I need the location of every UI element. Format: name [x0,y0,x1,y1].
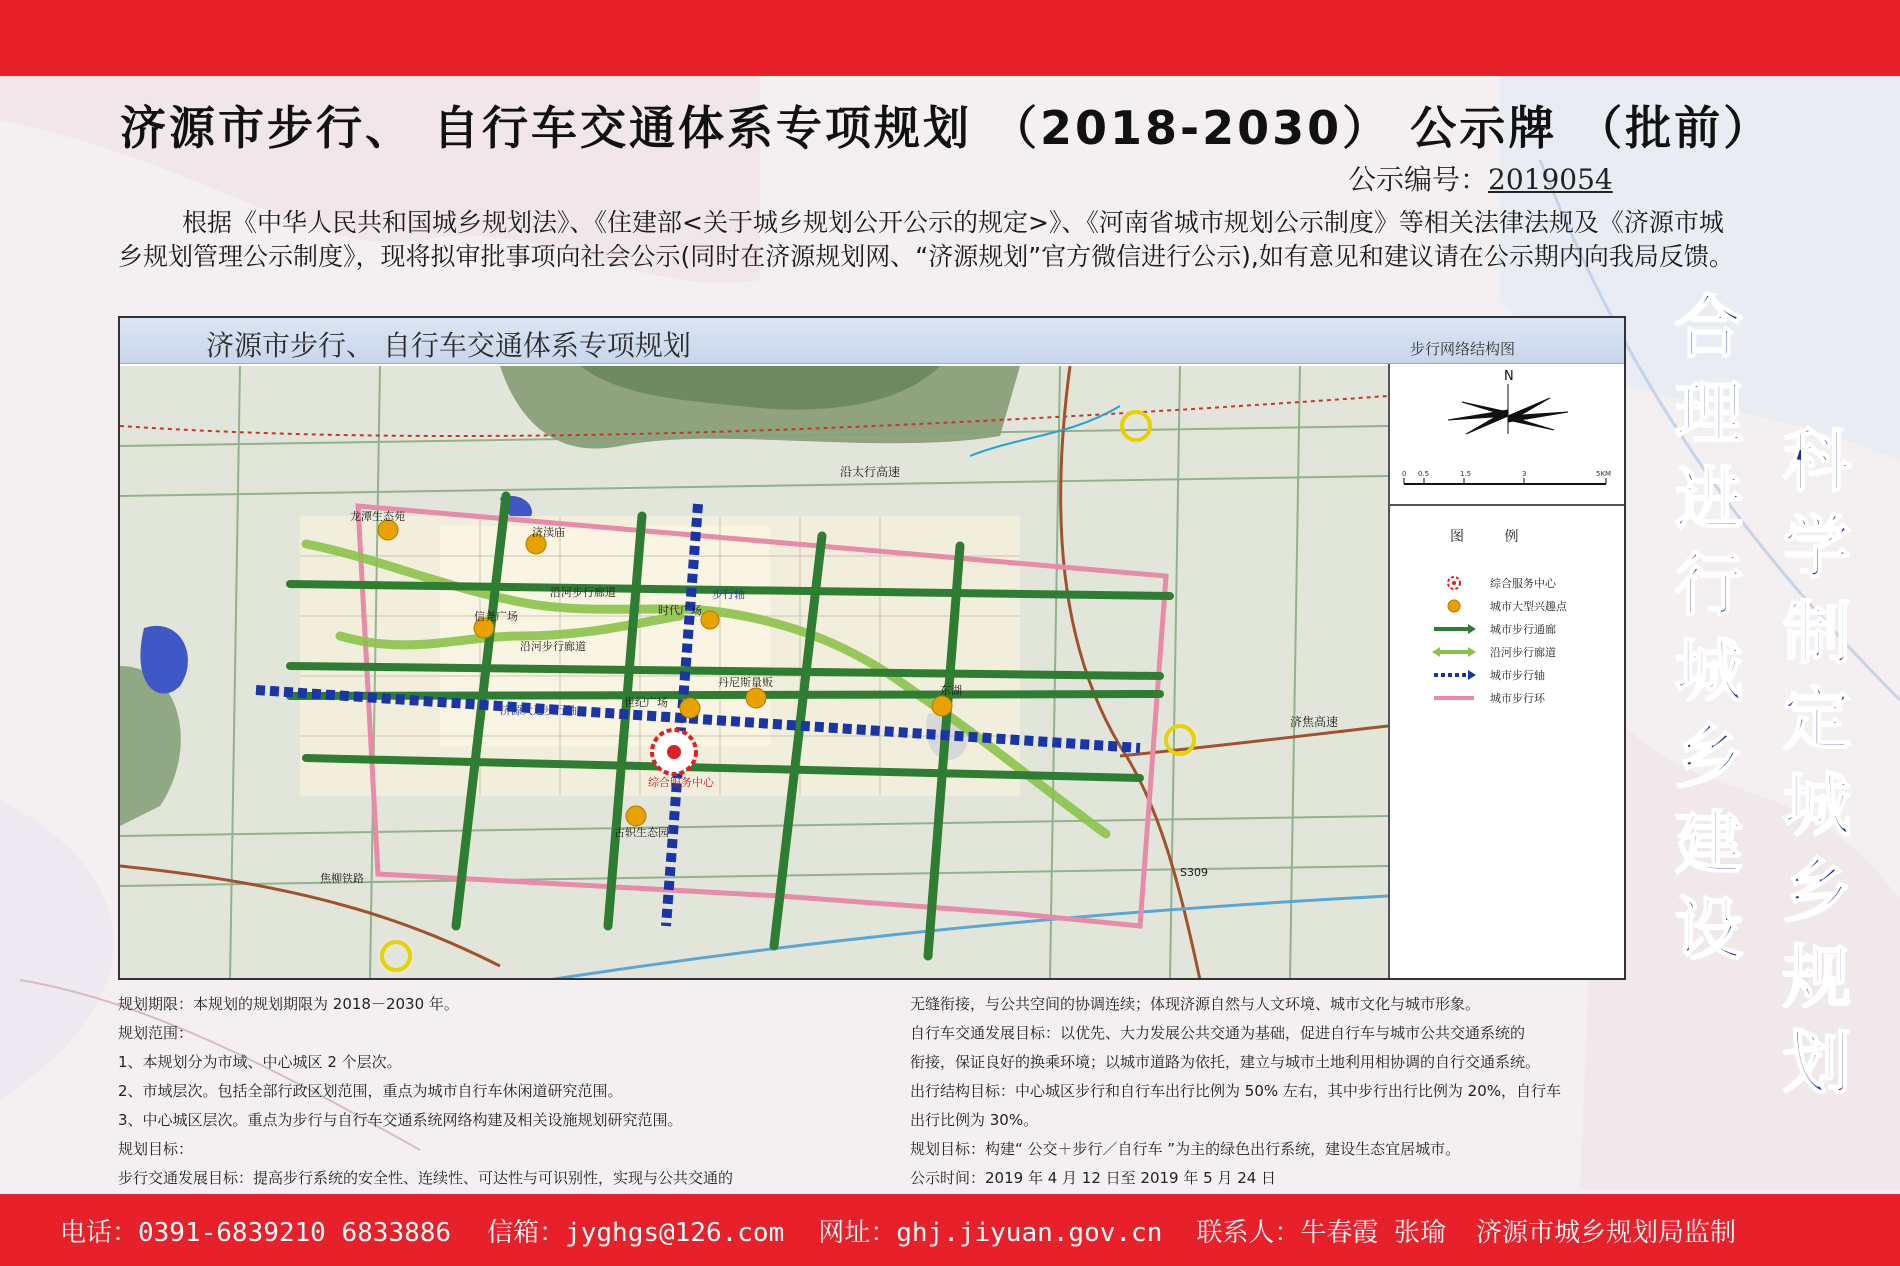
footer-website: 网址：ghj.jiyuan.gov.cn [818,1217,1163,1248]
notice-number-label: 公示编号： [1348,163,1489,196]
scale-label-0: 0 [1402,470,1407,478]
slogan-char: 理 [1674,375,1743,454]
intro-paragraph: 根据《中华人民共和国城乡规划法》、《住建部<关于城乡规划公开公示的规定>》、《河南省城市规划公示制度》等相关法律法规及《济源市城乡规划管理公示制度》，现将拟审批事项向社会公示(同时在济源规划网、“济源规划”官方微信进行公示),如有意见和建议请在公示期内向我局反馈。 [118,208,1734,271]
legend-item-river [1432,643,1556,661]
label-poi-4: 时代广场 [658,604,702,617]
description-right-column [910,990,1630,1193]
slogan-char: 建 [1674,805,1743,884]
label-road-s309: S309 [1180,866,1208,879]
slogan-left [1664,286,1754,974]
description-line: 自行车交通发展目标：以优先、大力发展公共交通为基础，促进自行车与城市公共交通系统的 [910,1024,1526,1042]
legend-item-axis [1432,666,1545,684]
scale-label-2: 1.5 [1460,470,1472,478]
slogan-char: 进 [1674,461,1743,540]
footer-bar [0,1194,1900,1266]
label-highway-north: 沿太行高速 [840,465,901,479]
description-line: 出行比例为 30%。 [910,1111,1039,1129]
slogan-char: 城 [1674,633,1743,712]
center-marker-icon [1432,576,1476,590]
slogan-right [1772,420,1862,1108]
label-railway: 焦柳铁路 [320,872,364,885]
description-line: 公示时间：2019 年 4 月 12 日至 2019 年 5 月 24 日 [910,1169,1277,1187]
notice-number [1348,158,1613,198]
map-title: 济源市步行、 自行车交通体系专项规划 [206,329,691,362]
description-line: 2、市域层次。包括全部行政区划范围，重点为城市自行车休闲道研究范围。 [118,1082,623,1100]
ring-line-icon [1432,691,1476,705]
slogan-char: 规 [1782,939,1851,1018]
slogan-char: 合 [1674,289,1743,368]
label-poi-6: 丹尼斯量贩 [718,676,773,689]
page-title: 济源市步行、 自行车交通体系专项规划 （2018-2030） 公示牌 （批前） [120,101,1773,155]
label-poi-5: 世纪广场 [624,696,668,709]
legend-label-axis: 城市步行轴 [1490,669,1545,682]
label-center: 综合服务中心 [648,776,714,789]
corridor-line-icon [1432,622,1476,636]
description-line: 衔接，保证良好的换乘环境；以城市道路为依托，建立与城市土地利用相协调的自行交通系统。 [910,1053,1541,1071]
legend-label-center: 综合服务中心 [1490,577,1556,590]
compass-north-label: N [1504,369,1514,384]
scale-label-3: 3 [1522,470,1527,478]
legend-item-corridor [1432,620,1556,638]
footer-phone: 电话：0391-6839210 6833886 [60,1217,452,1248]
label-poi-8: 古轵生态园 [614,826,669,839]
label-river-2: 沿河步行廊道 [520,640,586,653]
scale-label-4: 5KM [1596,470,1612,478]
slogan-char: 制 [1782,595,1851,674]
description-line: 规划目标： [118,1140,194,1158]
legend-item-poi [1432,597,1567,615]
label-poi-1: 龙潭生态苑 [350,510,405,523]
label-poi-7: 东湖 [940,684,962,697]
map-drawing [120,366,1388,980]
description-line: 3、中心城区层次。重点为步行与自行车交通系统网络构建及相关设施规划研究范围。 [118,1111,683,1129]
description-line: 出行结构目标：中心城区步行和自行车出行比例为 50% 左右，其中步行出行比例为 20%，自行车 [910,1082,1561,1100]
legend-label-ring: 城市步行环 [1490,692,1545,705]
label-axis-vertical: 步行轴 [712,588,745,601]
description-line: 规划范围： [118,1024,194,1042]
planning-map [118,316,1626,980]
legend-item-ring [1432,689,1545,707]
footer-supervisor: 济源市城乡规划局监制 [1476,1217,1737,1248]
description-line: 规划期限：本规划的规划期限为 2018－2030 年。 [118,995,459,1013]
legend-item-center [1432,574,1556,592]
label-axis: 济源大道步行轴 [500,704,577,717]
label-river-1: 沿河步行廊道 [550,586,616,599]
footer-contact: 联系人：牛春霞 张瑜 [1196,1217,1446,1248]
scale-bar [1390,464,1626,504]
description-line: 1、本规划分为市域、中心城区 2 个层次。 [118,1053,402,1071]
slogan-char: 乡 [1674,719,1743,798]
legend-label-corridor: 城市步行通廊 [1490,623,1556,636]
poi-dot-icon [1432,599,1476,613]
description-line: 无缝衔接，与公共空间的协调连续；体现济源自然与人文环境、城市文化与城市形象。 [910,995,1481,1013]
slogan-char: 划 [1782,1025,1851,1104]
notice-number-value: 2019054 [1488,163,1613,196]
legend-label-poi: 城市大型兴趣点 [1490,600,1567,613]
label-poi-3: 信尧广场 [474,610,518,623]
footer-email: 信箱：jyghgs@126.com [487,1217,785,1248]
description-left-column [118,990,838,1193]
slogan-char: 城 [1782,767,1851,846]
river-corridor-line-icon [1432,645,1476,659]
label-highway-east: 济焦高速 [1290,715,1339,729]
scale-label-1: 0.5 [1418,470,1430,478]
top-red-band [0,0,1900,76]
slogan-char: 科 [1782,423,1851,502]
map-subtitle: 步行网络结构图 [1410,340,1516,358]
slogan-char: 行 [1674,547,1743,626]
slogan-char: 定 [1782,681,1851,760]
description-line: 规划目标：构建“ 公交＋步行／自行车 ”为主的绿色出行系统，建设生态宜居城市。 [910,1140,1461,1158]
axis-dashed-line-icon [1432,668,1476,682]
map-header [120,318,1624,364]
description-line: 步行交通发展目标：提高步行系统的安全性、连续性、可达性与可识别性，实现与公共交通的 [118,1169,734,1187]
map-side-panel [1388,364,1624,980]
legend-title: 图 例 [1450,529,1537,545]
slogan-char: 设 [1674,891,1743,970]
slogan-char: 乡 [1782,853,1851,932]
legend-label-river: 沿河步行廊道 [1490,646,1556,659]
slogan-char: 学 [1782,509,1851,588]
label-poi-2: 济渎庙 [532,526,565,539]
